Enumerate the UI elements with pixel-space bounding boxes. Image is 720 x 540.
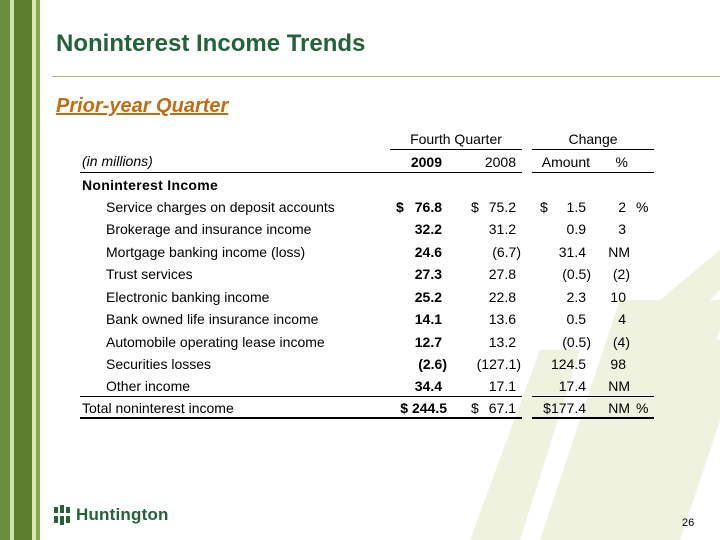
value-2008: 22.8 (488, 289, 516, 305)
header-underline (532, 149, 654, 150)
dollar-sign: $ (471, 199, 479, 215)
row-label: Other income (106, 378, 191, 394)
value-2008: 13.6 (488, 311, 516, 327)
dollar-sign: $ (471, 400, 479, 416)
value-amount: (0.5) (562, 266, 591, 282)
page-title: Noninterest Income Trends (56, 30, 366, 57)
total-double-rule (80, 417, 390, 419)
value-2009: (2.6) (418, 356, 447, 372)
value-amount: 124.5 (550, 356, 586, 372)
value-percent: 98 (610, 356, 626, 372)
header-2008: 2008 (484, 154, 516, 170)
percent-sign: % (636, 199, 649, 215)
header-2009: 2009 (410, 154, 442, 170)
value-amount: 1.5 (566, 199, 586, 215)
total-rule (532, 396, 654, 397)
value-2009: 12.7 (414, 334, 442, 350)
value-amount: 0.5 (566, 311, 586, 327)
value-2008: 13.2 (488, 334, 516, 350)
value-2008: (6.7) (492, 244, 521, 260)
units-label: (in millions) (82, 153, 153, 169)
row-label: Mortgage banking income (loss) (106, 244, 306, 260)
value-2008: (127.1) (476, 356, 521, 372)
total-2008: 67.1 (488, 400, 516, 416)
value-2009: 32.2 (414, 221, 442, 237)
logo-text: Huntington (76, 505, 169, 524)
value-amount: (0.5) (562, 334, 591, 350)
value-2008: 75.2 (488, 199, 516, 215)
row-label: Automobile operating lease income (106, 334, 325, 350)
value-2009: 27.3 (414, 266, 442, 282)
header-underline (390, 149, 522, 150)
value-2008: 31.2 (488, 221, 516, 237)
total-rule (80, 396, 390, 397)
section-subtitle: Prior-year Quarter (56, 95, 229, 117)
row-label: Securities losses (106, 356, 212, 372)
header-rule (532, 172, 654, 173)
value-percent: NM (608, 378, 630, 394)
dollar-sign: $ (540, 199, 548, 215)
row-label: Brokerage and insurance income (106, 221, 312, 237)
percent-sign: % (636, 400, 649, 416)
value-percent: NM (608, 244, 630, 260)
header-fourth-quarter: Fourth Quarter (410, 131, 502, 147)
total-label: Total noninterest income (82, 400, 234, 416)
value-2009: 76.8 (414, 199, 442, 215)
section-label: Noninterest Income (82, 177, 219, 193)
row-label: Service charges on deposit accounts (106, 199, 335, 215)
value-2009: 14.1 (414, 311, 442, 327)
total-double-rule (532, 417, 654, 419)
row-label: Bank owned life insurance income (106, 311, 319, 327)
value-percent: 3 (618, 221, 626, 237)
header-rule (390, 172, 522, 173)
row-label: Trust services (106, 266, 193, 282)
header-amount: Amount (541, 154, 590, 170)
total-rule (390, 396, 522, 397)
total-double-rule (390, 417, 522, 419)
header-change: Change (568, 131, 618, 147)
header-rule (80, 172, 390, 173)
dollar-sign: $ (396, 199, 404, 215)
total-percent: NM (608, 400, 630, 416)
value-amount: 2.3 (566, 289, 586, 305)
total-amount: $177.4 (543, 400, 586, 416)
value-percent: (4) (612, 334, 630, 350)
total-2009: $ 244.5 (400, 400, 447, 416)
value-amount: 0.9 (566, 221, 586, 237)
value-2008: 27.8 (488, 266, 516, 282)
value-2009: 25.2 (414, 289, 442, 305)
title-divider (52, 76, 720, 77)
header-percent: % (615, 154, 628, 170)
value-percent: 10 (610, 289, 626, 305)
value-amount: 31.4 (558, 244, 586, 260)
value-percent: 2 (618, 199, 626, 215)
value-2008: 17.1 (488, 378, 516, 394)
value-2009: 34.4 (414, 378, 442, 394)
value-amount: 17.4 (558, 378, 586, 394)
value-percent: (2) (612, 266, 630, 282)
value-2009: 24.6 (414, 244, 442, 260)
value-percent: 4 (618, 311, 626, 327)
page-number: 26 (682, 517, 695, 529)
row-label: Electronic banking income (106, 289, 270, 305)
huntington-logo (54, 505, 169, 525)
huntington-logo-icon (54, 505, 72, 525)
